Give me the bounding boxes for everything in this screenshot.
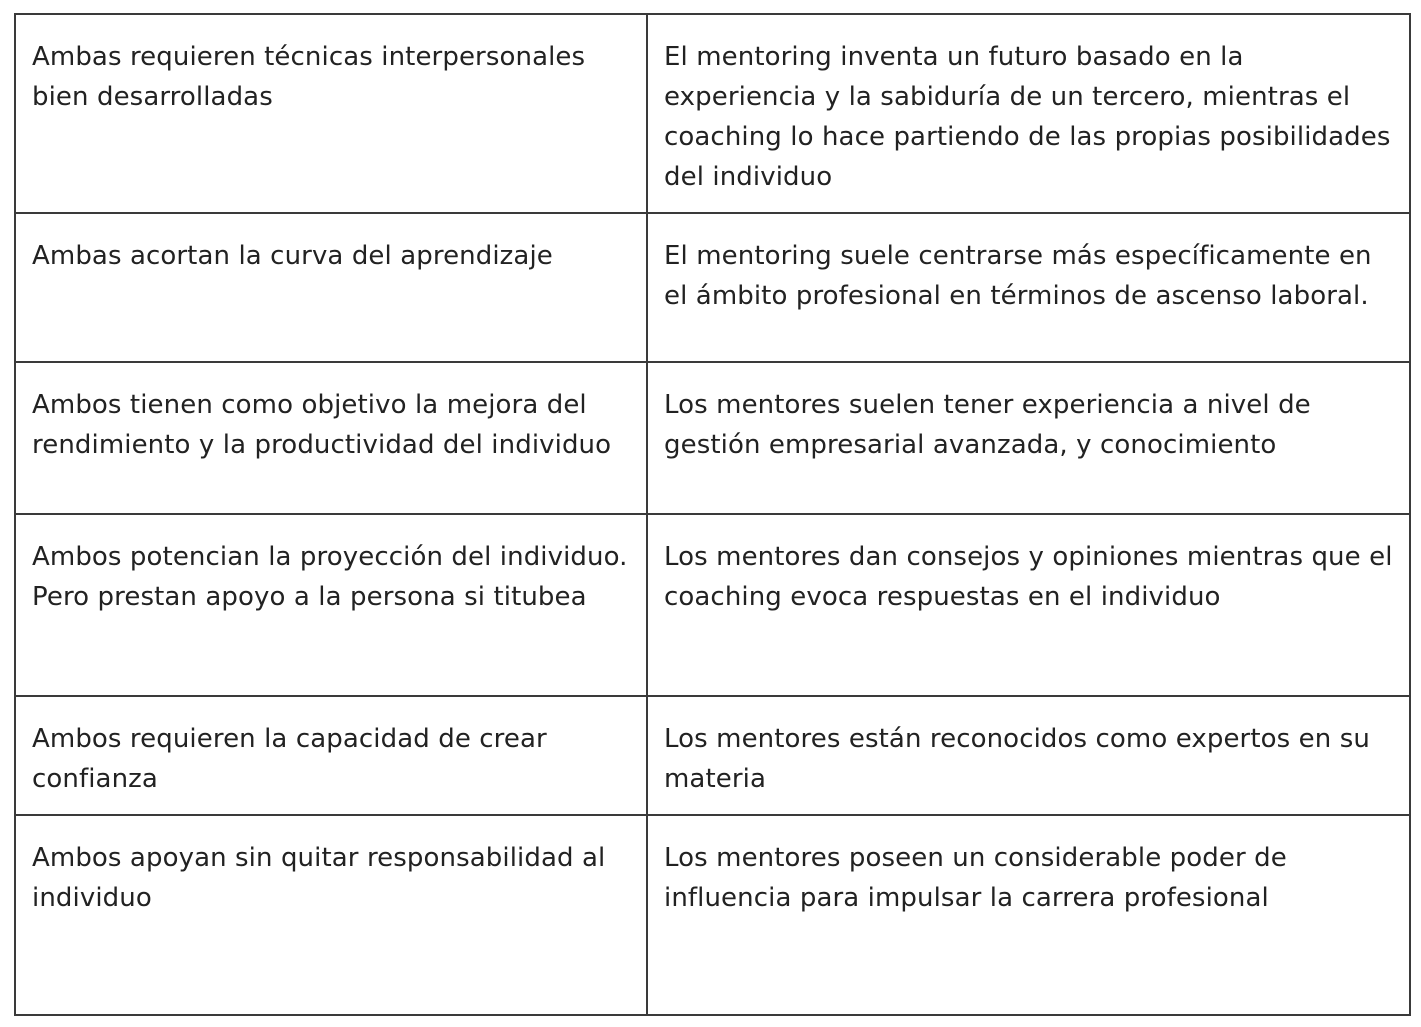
difference-cell: Los mentores suelen tener experiencia a nivel de gestión empresarial avanzada, y conocimiento [647, 362, 1410, 514]
table-row [15, 362, 1410, 514]
difference-cell: Los mentores dan consejos y opiniones mientras que el coaching evoca respuestas en el individuo [647, 514, 1410, 696]
table-row [15, 815, 1410, 1015]
table-row [15, 14, 1410, 213]
table-row [15, 514, 1410, 696]
difference-cell: Los mentores poseen un considerable poder de influencia para impulsar la carrera profesional [647, 815, 1410, 1015]
table-row [15, 213, 1410, 362]
comparison-table [14, 13, 1411, 1016]
table-row [15, 696, 1410, 815]
difference-cell: El mentoring suele centrarse más específicamente en el ámbito profesional en términos de ascenso laboral. [647, 213, 1410, 362]
difference-cell: El mentoring inventa un futuro basado en la experiencia y la sabiduría de un tercero, mientras el coaching lo hace partiendo de las propias posibilidades del individuo [647, 14, 1410, 213]
similarity-cell: Ambos apoyan sin quitar responsabilidad al individuo [15, 815, 647, 1015]
similarity-cell: Ambas acortan la curva del aprendizaje [15, 213, 647, 362]
difference-cell: Los mentores están reconocidos como expertos en su materia [647, 696, 1410, 815]
similarity-cell: Ambos requieren la capacidad de crear confianza [15, 696, 647, 815]
similarity-cell: Ambas requieren técnicas interpersonales bien desarrolladas [15, 14, 647, 213]
similarity-cell: Ambos potencian la proyección del individuo. Pero prestan apoyo a la persona si titubea [15, 514, 647, 696]
similarity-cell: Ambos tienen como objetivo la mejora del rendimiento y la productividad del individuo [15, 362, 647, 514]
